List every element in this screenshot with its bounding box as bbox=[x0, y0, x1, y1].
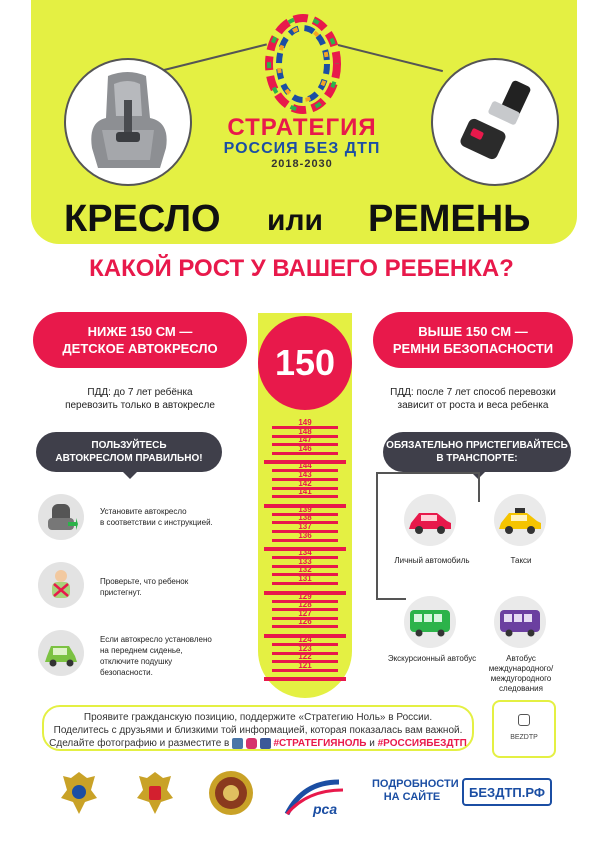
ruler-tick-label: 121 bbox=[298, 660, 312, 670]
ministry-interior-emblem bbox=[132, 765, 178, 821]
left-dark-line2: АВТОКРЕСЛОМ ПРАВИЛЬНО! bbox=[55, 453, 203, 464]
instagram-qr-box[interactable] bbox=[492, 700, 556, 758]
rsa-logo bbox=[282, 770, 354, 826]
step-airbag-line2: на переднем сиденье, bbox=[100, 646, 183, 655]
tree-line-top bbox=[376, 472, 480, 474]
green-bus-icon bbox=[408, 606, 452, 638]
step-install-line1: Установите автокресло bbox=[100, 507, 187, 516]
ruler-tick-label: 131 bbox=[298, 574, 312, 583]
logo-line2: РОССИЯ БЕЗ ДТП bbox=[223, 140, 381, 157]
below-150-line1: НИЖЕ 150 СМ — bbox=[87, 324, 193, 339]
taxi-label: Такси bbox=[510, 556, 532, 565]
step-buckle-line2: пристегнут. bbox=[100, 588, 142, 597]
instagram-icon[interactable] bbox=[246, 738, 257, 749]
buckle-up-transport-pill bbox=[383, 432, 571, 472]
tour-bus-icon-wrap bbox=[404, 596, 456, 648]
site-link-text: БЕЗДТП.РФ bbox=[469, 784, 545, 800]
right-dark-line1: ОБЯЗАТЕЛЬНО ПРИСТЕГИВАЙТЕСЬ bbox=[386, 440, 568, 451]
ruler-tick-label: 128 bbox=[298, 600, 312, 610]
tree-line-bottom bbox=[376, 598, 406, 600]
ministry-transport-emblem bbox=[56, 765, 102, 821]
left-note-line2: перевозить только в автокресле bbox=[65, 400, 215, 411]
right-rule-note bbox=[366, 386, 580, 412]
double-eagle-red-icon bbox=[135, 768, 175, 818]
step-install-line2: в соответствии с инструкцией. bbox=[100, 518, 213, 527]
left-note-line1: ПДД: до 7 лет ребёнка bbox=[87, 387, 193, 398]
gibdd-badge-icon bbox=[208, 767, 254, 819]
ruler-tick-label: 149 bbox=[298, 418, 312, 427]
ruler-tick-label: 148 bbox=[298, 426, 312, 436]
strategy-logo-text bbox=[190, 114, 414, 170]
cta-line3 bbox=[44, 737, 472, 750]
details-line1: ПОДРОБНОСТИ bbox=[372, 778, 459, 790]
private-car-icon-wrap bbox=[404, 494, 456, 546]
intercity-bus-label bbox=[486, 654, 556, 694]
ruler-150-badge: 150 bbox=[258, 316, 352, 410]
ruler-tick-label: 137 bbox=[298, 522, 312, 531]
double-eagle-blue-icon bbox=[59, 768, 99, 818]
svg-text:рса: рса bbox=[313, 801, 338, 817]
ruler-tick-label: 139 bbox=[298, 504, 312, 514]
left-dark-pill-pointer bbox=[122, 471, 138, 479]
above-150-line2: РЕМНИ БЕЗОПАСНОСТИ bbox=[392, 341, 554, 356]
site-link[interactable] bbox=[462, 778, 552, 806]
step-buckle-icon-wrap bbox=[38, 562, 84, 608]
cta-line3-prefix: Сделайте фотографию и разместите в bbox=[49, 738, 230, 749]
instagram-small-icon bbox=[518, 714, 530, 726]
tree-line-right bbox=[478, 474, 480, 502]
intercity-line1: Автобус bbox=[506, 654, 536, 663]
ruler-tick-label: 122 bbox=[298, 652, 312, 662]
zero-logo-icon bbox=[262, 14, 344, 114]
above-150-line1: ВЫШЕ 150 СМ — bbox=[418, 324, 528, 339]
car-seat-icon bbox=[80, 70, 176, 174]
taxi-icon-wrap bbox=[494, 494, 546, 546]
step-buckle-text bbox=[100, 576, 240, 598]
hashtag-russia-no-accidents[interactable]: #РОССИЯБЕЗДТП bbox=[377, 738, 467, 749]
ruler-tick-label: 124 bbox=[298, 635, 312, 644]
ruler-tick-label: 144 bbox=[298, 461, 312, 471]
vk-icon[interactable] bbox=[232, 738, 243, 749]
ruler-tick-label: 134 bbox=[298, 548, 312, 558]
step-install-icon-wrap bbox=[38, 494, 84, 540]
ruler-tick-major bbox=[264, 677, 346, 681]
cta-and: и bbox=[369, 738, 375, 749]
hashtag-strategy-zero[interactable]: #СТРАТЕГИЯНОЛЬ bbox=[273, 738, 367, 749]
left-dark-line1: ПОЛЬЗУЙТЕСЬ bbox=[91, 440, 167, 451]
left-rule-note bbox=[38, 386, 242, 412]
step-buckle-line1: Проверьте, что ребенок bbox=[100, 577, 189, 586]
ruler-tick-label: 146 bbox=[298, 443, 312, 453]
right-note-line1: ПДД: после 7 лет способ перевозки bbox=[390, 387, 556, 398]
buckled-child-icon bbox=[44, 568, 78, 602]
headline-seat: КРЕСЛО bbox=[64, 198, 221, 240]
traffic-police-emblem bbox=[208, 765, 254, 821]
ruler-tick-label: 126 bbox=[298, 617, 312, 627]
ruler-tick-label: 136 bbox=[298, 530, 312, 540]
ruler-tick-label: 141 bbox=[298, 487, 312, 497]
red-car-icon bbox=[407, 505, 453, 535]
cta-line2: Поделитесь с друзьями и близкими той информацией, которая показалась вам важной. bbox=[53, 725, 463, 736]
step-install-text bbox=[100, 506, 240, 528]
rsa-logo-icon bbox=[283, 776, 353, 820]
ruler-tick-label: 123 bbox=[298, 643, 312, 653]
below-150-line2: ДЕТСКОЕ АВТОКРЕСЛО bbox=[62, 341, 218, 356]
qr-label: BEZDTP bbox=[510, 734, 538, 741]
intercity-line4: следования bbox=[499, 684, 543, 693]
strategy-logo-mark bbox=[262, 14, 344, 114]
intercity-line2: международного/ bbox=[488, 664, 554, 673]
intercity-line3: междугородного bbox=[490, 674, 552, 683]
step-airbag-line1: Если автокресло установлено bbox=[100, 635, 212, 644]
ruler-tick-label: 129 bbox=[298, 591, 312, 601]
car-seat-illustration bbox=[64, 58, 192, 186]
tour-bus-label: Экскурсионный автобус bbox=[387, 654, 477, 663]
cta-line1: Проявите гражданскую позицию, поддержите «Стратегию Ноль» в России. bbox=[83, 712, 433, 723]
intercity-bus-icon-wrap bbox=[494, 596, 546, 648]
logo-years: 2018-2030 bbox=[271, 158, 333, 170]
ruler-ticks bbox=[258, 420, 352, 690]
seatbelt-buckle-icon bbox=[445, 72, 545, 172]
step-airbag-line4: безопасности. bbox=[100, 668, 153, 677]
ruler-tick-label: 142 bbox=[298, 478, 312, 488]
ruler-tick-label: 143 bbox=[298, 470, 312, 479]
step-airbag-line3: отключите подушку bbox=[100, 657, 173, 666]
below-150-pill bbox=[33, 312, 247, 368]
purple-bus-icon bbox=[498, 606, 542, 638]
logo-line1: СТРАТЕГИЯ bbox=[227, 114, 377, 141]
ruler-tick-label: 133 bbox=[298, 556, 312, 566]
use-seat-correctly-pill bbox=[36, 432, 222, 472]
ruler-tick-label: 127 bbox=[298, 608, 312, 618]
above-150-pill bbox=[373, 312, 573, 368]
headline-or: или bbox=[267, 204, 323, 237]
private-car-label: Личный автомобиль bbox=[394, 556, 470, 565]
right-note-line2: зависит от роста и веса ребенка bbox=[397, 400, 549, 411]
car-seat-small-icon bbox=[44, 500, 78, 534]
details-on-site bbox=[372, 778, 459, 804]
green-car-icon bbox=[43, 638, 79, 668]
step-airbag-text bbox=[100, 634, 240, 678]
page-question: КАКОЙ РОСТ У ВАШЕГО РЕБЕНКА? bbox=[89, 255, 514, 282]
tree-line-vertical bbox=[376, 472, 378, 598]
details-line2: НА САЙТЕ bbox=[383, 791, 441, 803]
right-dark-line2: В ТРАНСПОРТЕ: bbox=[436, 453, 518, 464]
step-airbag-icon-wrap bbox=[38, 630, 84, 676]
ruler-tick-label: 138 bbox=[298, 513, 312, 523]
ruler-tick-label: 132 bbox=[298, 565, 312, 575]
seatbelt-illustration bbox=[431, 58, 559, 186]
facebook-icon[interactable] bbox=[260, 738, 271, 749]
ruler-tick-label: 147 bbox=[298, 435, 312, 445]
call-to-action-box bbox=[42, 705, 474, 751]
headline-belt: РЕМЕНЬ bbox=[368, 198, 531, 240]
taxi-icon bbox=[497, 505, 543, 535]
